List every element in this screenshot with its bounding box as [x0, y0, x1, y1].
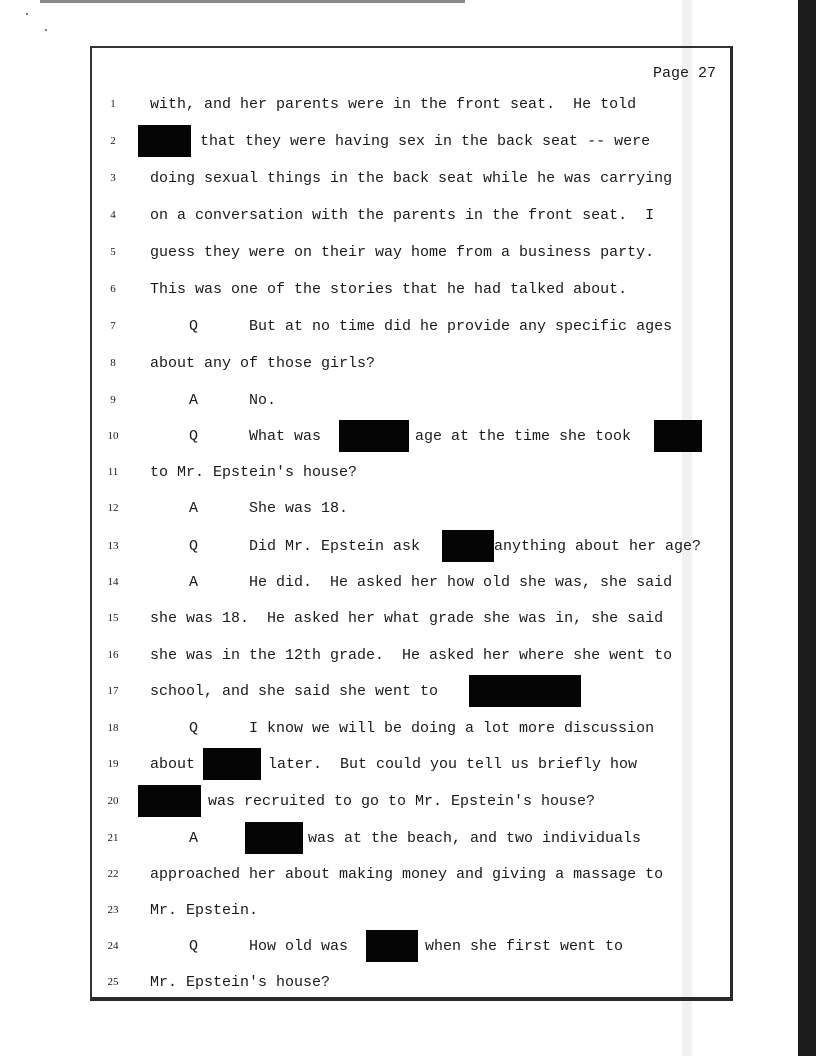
- scan-speck: [45, 29, 47, 31]
- redaction-box: [654, 420, 702, 452]
- transcript-line: [0, 353, 816, 377]
- line-number: 22: [107, 868, 119, 880]
- line-text: Q: [189, 538, 199, 555]
- line-text: school, and she said she went to: [150, 683, 439, 700]
- line-number: 13: [107, 540, 119, 552]
- transcript-line: [0, 972, 816, 996]
- line-number: 21: [107, 832, 119, 844]
- line-number: 4: [110, 209, 116, 221]
- transcript-line: [0, 390, 816, 414]
- transcript-line: [0, 645, 816, 669]
- line-number: 25: [107, 976, 119, 988]
- line-text: age at the time she took: [415, 428, 632, 445]
- line-text: about any of those girls?: [150, 355, 376, 372]
- line-number: 5: [110, 246, 116, 258]
- line-text: This was one of the stories that he had talked about.: [150, 281, 628, 298]
- line-text: with, and her parents were in the front seat. He told: [150, 96, 637, 113]
- line-text: A: [189, 500, 199, 517]
- line-number: 3: [110, 172, 116, 184]
- transcript-line: [0, 168, 816, 192]
- transcript-line: [0, 426, 816, 450]
- line-number: 18: [107, 722, 119, 734]
- line-text: A: [189, 830, 199, 847]
- redaction-box: [442, 530, 494, 562]
- line-text: A: [189, 574, 199, 591]
- transcript-line: [0, 242, 816, 266]
- line-text: doing sexual things in the back seat while he was carrying: [150, 170, 673, 187]
- line-text: Q: [189, 318, 199, 335]
- transcript-line: [0, 754, 816, 778]
- line-text: she was in the 12th grade. He asked her where she went to: [150, 647, 673, 664]
- scan-edge-line: [40, 0, 465, 3]
- line-text: Q: [189, 428, 199, 445]
- redaction-box: [366, 930, 418, 962]
- line-number: 6: [110, 283, 116, 295]
- line-number: 20: [107, 795, 119, 807]
- transcript-line: [0, 462, 816, 486]
- line-number: 23: [107, 904, 119, 916]
- line-text: guess they were on their way home from a business party.: [150, 244, 655, 261]
- line-number: 19: [107, 758, 119, 770]
- line-text: about: [150, 756, 196, 773]
- line-text: A: [189, 392, 199, 409]
- line-text: But at no time did he provide any specific ages: [249, 318, 673, 335]
- redaction-box: [469, 675, 581, 707]
- line-text: that they were having sex in the back seat -- were: [200, 133, 651, 150]
- transcript-line: [0, 681, 816, 705]
- line-text: approached her about making money and giving a massage to: [150, 866, 664, 883]
- transcript-line: [0, 718, 816, 742]
- line-number: 14: [107, 576, 119, 588]
- line-text: Mr. Epstein's house?: [150, 974, 331, 991]
- redaction-box: [138, 785, 201, 817]
- line-text: Q: [189, 938, 199, 955]
- line-number: 15: [107, 612, 119, 624]
- redaction-box: [203, 748, 261, 780]
- line-text: was at the beach, and two individuals: [308, 830, 642, 847]
- line-number: 2: [110, 135, 116, 147]
- line-number: 12: [107, 502, 119, 514]
- line-text: I know we will be doing a lot more discussion: [249, 720, 655, 737]
- transcript-line: [0, 828, 816, 852]
- redaction-box: [138, 125, 191, 157]
- transcript-line: [0, 572, 816, 596]
- transcript-line: [0, 94, 816, 118]
- line-text: What was: [249, 428, 322, 445]
- line-text: was recruited to go to Mr. Epstein's house?: [208, 793, 596, 810]
- scan-dark-edge: [798, 0, 816, 1056]
- line-text: anything about her age?: [494, 538, 702, 555]
- line-number: 11: [107, 466, 119, 478]
- line-number: 7: [110, 320, 116, 332]
- line-text: He did. He asked her how old she was, she said: [249, 574, 673, 591]
- line-text: Q: [189, 720, 199, 737]
- line-number: 17: [107, 685, 119, 697]
- line-number: 9: [110, 394, 116, 406]
- transcript-line: [0, 498, 816, 522]
- line-text: No.: [249, 392, 277, 409]
- transcript-line: [0, 936, 816, 960]
- line-text: she was 18. He asked her what grade she was in, she said: [150, 610, 664, 627]
- transcript-line: [0, 536, 816, 560]
- transcript-line: [0, 279, 816, 303]
- transcript-line: [0, 316, 816, 340]
- line-text: She was 18.: [249, 500, 349, 517]
- redaction-box: [245, 822, 303, 854]
- line-text: on a conversation with the parents in the front seat. I: [150, 207, 655, 224]
- line-text: Mr. Epstein.: [150, 902, 259, 919]
- line-number: 1: [110, 98, 116, 110]
- scan-speck: [26, 13, 28, 15]
- line-text: Did Mr. Epstein ask: [249, 538, 421, 555]
- transcript-line: [0, 900, 816, 924]
- transcript-line: [0, 131, 816, 155]
- transcript-line: [0, 205, 816, 229]
- page-number: Page 27: [653, 65, 717, 82]
- transcript-line: [0, 864, 816, 888]
- transcript-line: [0, 791, 816, 815]
- line-number: 16: [107, 649, 119, 661]
- line-number: 8: [110, 357, 116, 369]
- line-text: to Mr. Epstein's house?: [150, 464, 358, 481]
- line-text: later. But could you tell us briefly how: [268, 756, 638, 773]
- transcript-line: [0, 608, 816, 632]
- line-number: 24: [107, 940, 119, 952]
- line-text: when she first went to: [425, 938, 624, 955]
- line-text: How old was: [249, 938, 349, 955]
- redaction-box: [339, 420, 409, 452]
- line-number: 10: [107, 430, 119, 442]
